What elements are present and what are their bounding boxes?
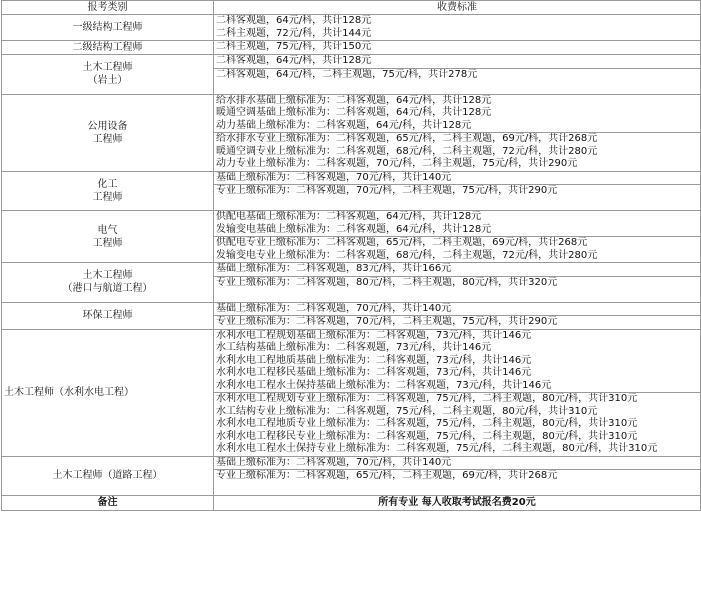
standard-line: 水利水电工程地质基础上缴标准为：二科客观题，73元/科，共计146元: [216, 354, 532, 366]
standard-line: 水利水电工程移民专业上缴标准为：二科客观题，75元/科，二科主观题，80元/科，共计310元: [216, 430, 638, 442]
spacer: [216, 289, 698, 302]
header-standard: 收费标准: [214, 1, 701, 15]
standard-cell: [214, 41, 701, 55]
standard-line: 发输变电基础上缴标准为：二科客观题，64元/科，共计128元: [216, 223, 492, 235]
standard-line: 水利水电工程水土保持基础上缴标准为：二科客观题，73元/科，共计146元: [216, 379, 552, 391]
category-cell: [2, 211, 214, 263]
standard-line: 专业上缴标准为：二科客观题，70元/科，二科主观题，75元/科，共计290元: [216, 185, 558, 196]
standard-cell: [214, 329, 701, 393]
fee-table: [1, 0, 701, 511]
spacer: [216, 81, 698, 94]
category-label: 电气: [97, 224, 118, 236]
footer-row: [2, 496, 701, 511]
category-cell: [2, 302, 214, 329]
standard-line: 水利水电工程规划专业上缴标准为：二科客观题，75元/科，二科主观题，80元/科，共计310元: [216, 393, 638, 404]
standard-cell: [214, 263, 701, 277]
standard-line: 供配电基础上缴标准为：二科客观题，64元/科，共计128元: [216, 211, 482, 222]
category-cell: [2, 41, 214, 55]
category-label: 土木工程师: [82, 270, 133, 282]
table-row: [2, 302, 701, 316]
standard-line: 水利水电工程移民基础上缴标准为：二科客观题，73元/科，共计146元: [216, 367, 532, 378]
standard-cell: [214, 316, 701, 330]
category-label: 工程师: [92, 191, 123, 203]
standard-cell: [214, 185, 701, 211]
category-label: 土木工程师（水利水电工程）: [4, 387, 134, 398]
category-label: 公用设备: [87, 120, 128, 132]
table-row: [2, 171, 701, 185]
category-cell: [2, 329, 214, 456]
standard-line: 基础上缴标准为：二科客观题，70元/科，共计140元: [216, 171, 452, 183]
header-row: [2, 1, 701, 15]
table-row: [2, 263, 701, 277]
standard-line: 专业上缴标准为：二科客观题，65元/科，二科主观题，69元/科，共计268元: [216, 470, 558, 481]
standard-line: 水利水电工程规划基础上缴标准为：二科客观题，73元/科，共计146元: [216, 329, 532, 341]
standard-line: 给水排水专业上缴标准为：二科客观题，65元/科，二科主观题，69元/科，共计268元: [216, 133, 598, 144]
category-label: 二级结构工程师: [72, 42, 143, 53]
table-row: [2, 41, 701, 55]
category-label: 一级结构工程师: [72, 22, 143, 33]
standard-line: 二科客观题，64元/科，共计128元: [216, 15, 372, 26]
standard-cell: [214, 68, 701, 94]
standard-line: 二科客观题，64元/科，二科主观题，75元/科，共计278元: [216, 68, 478, 80]
table-row: [2, 94, 701, 133]
table-row: [2, 15, 701, 41]
standard-cell: [214, 276, 701, 302]
standard-line: 给水排水基础上缴标准为：二科客观题，64元/科，共计128元: [216, 94, 492, 106]
standard-cell: [214, 15, 701, 41]
standard-line: 动力专业上缴标准为：二科客观题，70元/科，二科主观题，75元/科，共计290元: [216, 158, 578, 169]
standard-line: 二科客观题，64元/科，共计128元: [216, 55, 372, 66]
standard-cell: [214, 393, 701, 457]
category-cell: [2, 171, 214, 211]
standard-cell: [214, 211, 701, 237]
table-row: [2, 211, 701, 237]
standard-line: 供配电专业上缴标准为：二科客观题，65元/科，二科主观题，69元/科，共计268元: [216, 237, 588, 248]
category-label: （港口与航道工程）: [62, 283, 153, 295]
category-cell: [2, 94, 214, 171]
standard-cell: [214, 94, 701, 133]
standard-line: 暖通空调专业上缴标准为：二科客观题，68元/科，二科主观题，72元/科，共计280元: [216, 145, 598, 157]
table-row: [2, 456, 701, 470]
standard-line: 基础上缴标准为：二科客观题，83元/科，共计166元: [216, 263, 452, 274]
standard-line: 水利水电工程水土保持专业上缴标准为：二科客观题，75元/科，二科主观题，80元/科，共计310元: [216, 443, 658, 454]
standard-cell: [214, 133, 701, 172]
spacer: [216, 483, 698, 496]
footer-note: 所有专业 每人收取考试报名费20元: [214, 496, 701, 511]
standard-line: 基础上缴标准为：二科客观题，70元/科，共计140元: [216, 302, 452, 314]
standard-line: 动力基础上缴标准为：二科客观题，64元/科，共计128元: [216, 119, 472, 131]
standard-line: 发输变电专业上缴标准为：二科客观题，68元/科，二科主观题，72元/科，共计280元: [216, 249, 598, 261]
spacer: [216, 198, 698, 211]
category-cell: [2, 456, 214, 496]
footer-label: 备注: [2, 496, 214, 511]
standard-line: 水工结构基础上缴标准为：二科客观题，73元/科，共计146元: [216, 342, 492, 353]
category-label: （岩土）: [87, 75, 128, 87]
header-category: 报考类别: [2, 1, 214, 15]
category-label: 土木工程师（道路工程）: [52, 470, 163, 482]
standard-cell: [214, 470, 701, 496]
category-label: 化工: [97, 178, 118, 190]
category-label: 环保工程师: [82, 310, 133, 321]
standard-line: 水工结构专业上缴标准为：二科客观题，75元/科，二科主观题，80元/科，共计310元: [216, 405, 598, 417]
table-row: [2, 329, 701, 393]
standard-line: 二科主观题，72元/科，共计144元: [216, 27, 372, 39]
standard-line: 专业上缴标准为：二科客观题，70元/科，二科主观题，75元/科，共计290元: [216, 316, 558, 327]
standard-cell: [214, 302, 701, 316]
standard-cell: [214, 55, 701, 69]
standard-line: 基础上缴标准为：二科客观题，70元/科，共计140元: [216, 456, 452, 468]
standard-line: 暖通空调基础上缴标准为：二科客观题，64元/科，共计128元: [216, 107, 492, 118]
category-label: 工程师: [92, 133, 123, 145]
standard-cell: [214, 171, 701, 185]
standard-cell: [214, 237, 701, 263]
standard-cell: [214, 456, 701, 470]
category-label: 土木工程师: [82, 62, 133, 74]
standard-line: 水利水电工程地质专业上缴标准为：二科客观题，75元/科，二科主观题，80元/科，共计310元: [216, 418, 638, 429]
table-row: [2, 55, 701, 69]
category-cell: [2, 55, 214, 95]
category-label: 工程师: [92, 237, 123, 249]
category-cell: [2, 263, 214, 303]
category-cell: [2, 15, 214, 41]
fee-table-body: [2, 15, 701, 496]
standard-line: 专业上缴标准为：二科客观题，80元/科，二科主观题，80元/科，共计320元: [216, 276, 558, 288]
standard-line: 二科主观题，75元/科，共计150元: [216, 41, 372, 52]
